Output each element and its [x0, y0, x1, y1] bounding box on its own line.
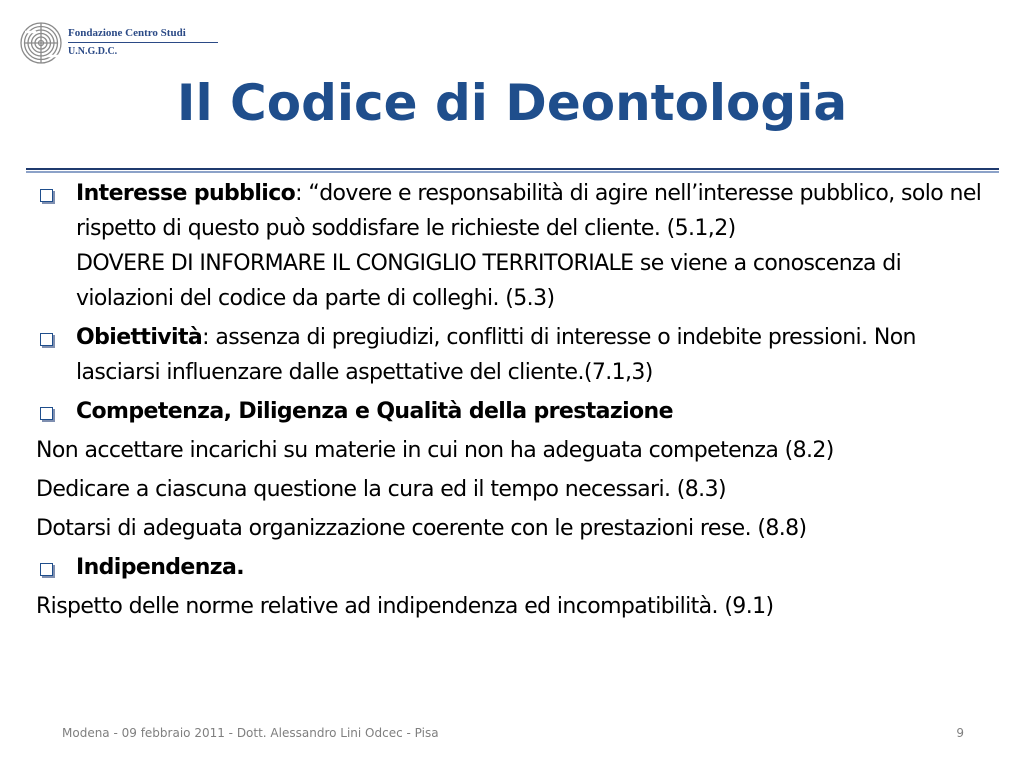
body-paragraph: Rispetto delle norme relative ad indipendenza ed incompatibilità. (9.1)	[36, 594, 774, 619]
bullet-item	[36, 176, 996, 316]
bullet-separator: :	[202, 325, 216, 350]
body-paragraph: Dedicare a ciascuna questione la cura ed il tempo necessari. (8.3)	[36, 477, 726, 502]
title-divider	[26, 168, 999, 170]
bullet-text: “dovere e responsabilità di agire nell’interesse pubblico, solo nel rispetto di questo può soddisfare le richieste del cliente. (5.1,2)	[76, 181, 982, 241]
body-paragraph: Non accettare incarichi su materie in cui non ha adeguata competenza (8.2)	[36, 438, 834, 463]
bullet-heading: Interesse pubblico	[76, 181, 296, 206]
bullet-text-continued: DOVERE DI INFORMARE IL CONGIGLIO TERRITORIALE se viene a conoscenza di violazioni del codice da parte di colleghi. (5.3)	[76, 251, 902, 311]
bullet-separator: :	[295, 181, 309, 206]
bullet-item	[36, 320, 996, 390]
bullet-item	[36, 394, 996, 429]
checkbox-bullet-icon	[40, 333, 53, 346]
fingerprint-logo-icon	[20, 18, 66, 66]
page-number: 9	[956, 726, 964, 740]
checkbox-bullet-icon	[40, 189, 53, 202]
checkbox-bullet-icon	[40, 563, 53, 576]
bullet-heading: Obiettività	[76, 325, 203, 350]
body-paragraph: Dotarsi di adeguata organizzazione coerente con le prestazioni rese. (8.8)	[36, 516, 807, 541]
slide-footer: Modena - 09 febbraio 2011 - Dott. Alessandro Lini Odcec - Pisa	[62, 726, 439, 740]
title-divider-light	[26, 171, 999, 173]
bullet-text: assenza di pregiudizi, conflitti di interesse o indebite pressioni. Non lasciarsi influenzare dalle aspettative del cliente.(7.1,3)	[76, 325, 916, 385]
logo-title: Fondazione Centro Studi	[68, 27, 186, 39]
bullet-item	[36, 550, 996, 585]
bullet-heading: Indipendenza.	[76, 555, 245, 580]
checkbox-bullet-icon	[40, 407, 53, 420]
logo-subtitle: U.N.G.D.C.	[68, 46, 118, 57]
logo-divider	[68, 42, 218, 43]
logo	[20, 18, 230, 74]
slide-body	[36, 176, 996, 624]
bullet-heading: Competenza, Diligenza e Qualità della prestazione	[76, 399, 673, 424]
slide-title: Il Codice di Deontologia	[176, 74, 848, 132]
